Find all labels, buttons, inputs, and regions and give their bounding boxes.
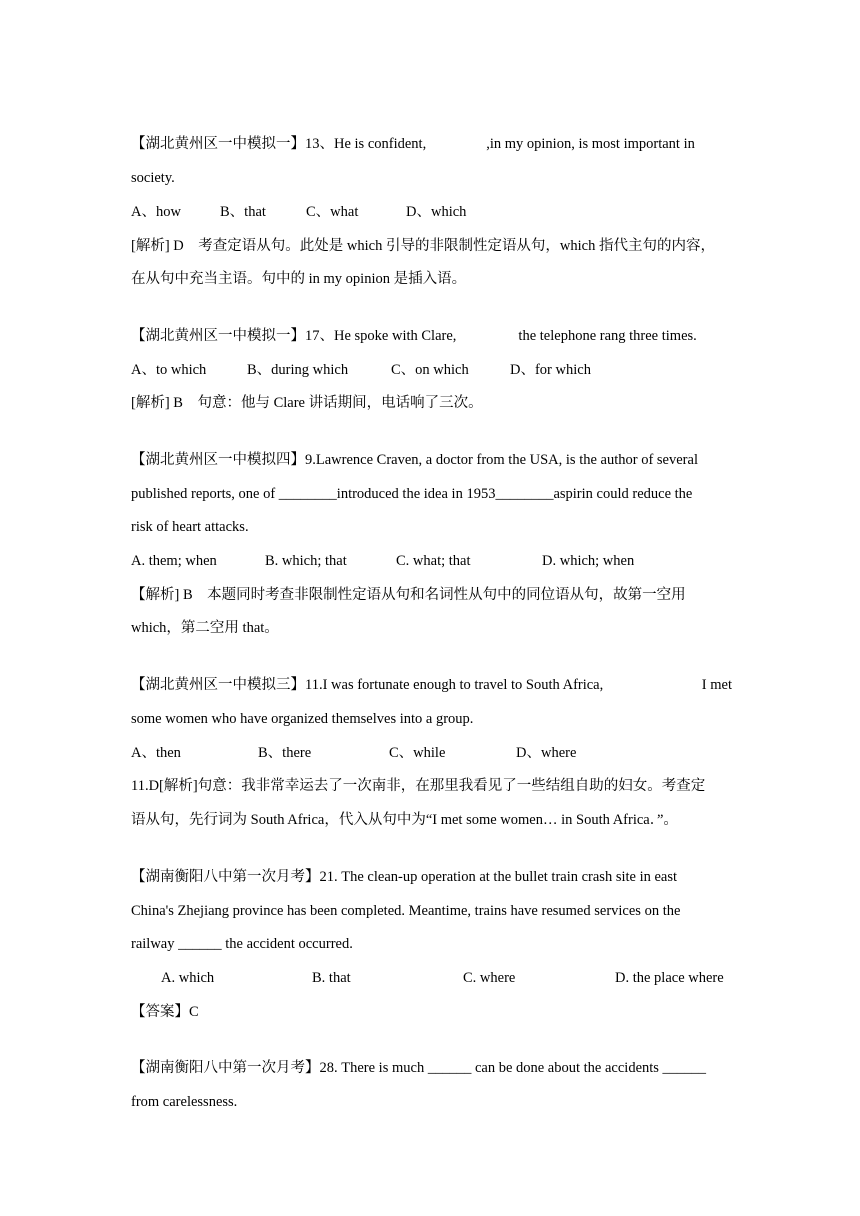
q2-line-1 bbox=[131, 326, 697, 346]
q1-option-a: A、how bbox=[131, 204, 181, 220]
q6-line-1 bbox=[131, 1058, 732, 1078]
q6-line-2: from carelessness. bbox=[131, 1094, 238, 1110]
q3-options bbox=[131, 551, 634, 571]
q3-line-1 bbox=[131, 450, 732, 470]
q1-options bbox=[131, 202, 466, 222]
q5-line-2 bbox=[131, 901, 732, 921]
q1-stem-b: ,in my opinion, is most important in bbox=[486, 136, 695, 152]
q5-answer: 【答案】C bbox=[131, 1004, 199, 1020]
q2-option-d: D、for which bbox=[510, 362, 591, 378]
q2-stem-b: the telephone rang three times. bbox=[518, 328, 697, 344]
q4-analysis-1 bbox=[131, 776, 732, 796]
q3-analysis-1 bbox=[131, 585, 732, 605]
q5-option-a: A. which bbox=[161, 970, 215, 986]
q1-analysis-text-1: [解析] D 考查定语从句。此处是 which 引导的非限制性定语从句，which 指代主句的内容， bbox=[131, 238, 715, 254]
q6-stem-1: 【湖南衡阳八中第一次月考】28. There is much ______ can be done about the accidents ______ bbox=[131, 1060, 707, 1076]
q3-blank-1: ________ bbox=[278, 486, 337, 502]
q2-option-b: B、during which bbox=[247, 362, 349, 378]
q1-stem-a: 【湖北黄州区一中模拟一】13、He is confident, bbox=[131, 136, 427, 152]
q4-option-b: B、there bbox=[258, 745, 312, 761]
q1-option-b: B、that bbox=[220, 204, 266, 220]
q1-analysis-1 bbox=[131, 236, 732, 256]
q4-option-a: A、then bbox=[131, 745, 181, 761]
q3-stem-2c: aspirin could reduce the bbox=[553, 486, 693, 502]
q1-option-c: C、what bbox=[306, 204, 359, 220]
q3-stem-2a: published reports, one of bbox=[131, 486, 276, 502]
q4-analysis-text-1: 11.D[解析]句意：我非常幸运去了一次南非，在那里我看见了一些结组自助的妇女。考查定 bbox=[131, 778, 706, 794]
q5-options bbox=[161, 968, 724, 988]
q3-option-a: A. them; when bbox=[131, 553, 217, 569]
q3-stem-2b: introduced the idea in 1953 bbox=[336, 486, 496, 502]
q4-stem-b: I met bbox=[701, 677, 732, 693]
q4-line-1 bbox=[131, 675, 732, 695]
q4-stem-a: 【湖北黄州区一中模拟三】11.I was fortunate enough to travel to South Africa, bbox=[131, 677, 604, 693]
q3-line-2 bbox=[131, 484, 732, 504]
q5-option-d: D. the place where bbox=[615, 970, 724, 986]
q3-option-d: D. which; when bbox=[542, 553, 635, 569]
q3-analysis-2: which，第二空用 that。 bbox=[131, 620, 279, 636]
q4-option-c: C、while bbox=[389, 745, 446, 761]
q3-stem-1: 【湖北黄州区一中模拟四】9.Lawrence Craven, a doctor from the USA, is the author of several bbox=[131, 452, 698, 468]
q5-option-c: C. where bbox=[463, 970, 516, 986]
q3-blank-2: ________ bbox=[495, 486, 554, 502]
q3-analysis-text-1: 【解析] B 本题同时考查非限制性定语从句和名词性从句中的同位语从句，故第一空用 bbox=[131, 587, 686, 603]
q1-analysis-2: 在从句中充当主语。句中的 in my opinion 是插入语。 bbox=[131, 271, 467, 287]
q5-option-b: B. that bbox=[312, 970, 351, 986]
q5-stem-1: 【湖南衡阳八中第一次月考】21. The clean-up operation at the bullet train crash site in east bbox=[131, 869, 678, 885]
q2-stem-a: 【湖北黄州区一中模拟一】17、He spoke with Clare, bbox=[131, 328, 457, 344]
q2-options bbox=[131, 360, 591, 380]
q1-line-1 bbox=[131, 134, 732, 154]
q4-option-d: D、where bbox=[516, 745, 577, 761]
q4-analysis-2: 语从句，先行词为 South Africa，代入从句中为“I met some women… in South Africa．”。 bbox=[131, 812, 678, 828]
q3-option-c: C. what; that bbox=[396, 553, 471, 569]
q2-option-c: C、on which bbox=[391, 362, 469, 378]
q1-line-2: society. bbox=[131, 170, 175, 186]
q1-option-d: D、which bbox=[406, 204, 467, 220]
q5-stem-2: China's Zhejiang province has been completed. Meantime, trains have resumed services on the bbox=[131, 903, 681, 919]
q4-options bbox=[131, 743, 576, 763]
q3-line-3: risk of heart attacks. bbox=[131, 519, 249, 535]
q3-option-b: B. which; that bbox=[265, 553, 347, 569]
q2-option-a: A、to which bbox=[131, 362, 207, 378]
q5-line-1 bbox=[131, 867, 732, 887]
q2-analysis-1: [解析] B 句意：他与 Clare 讲话期间，电话响了三次。 bbox=[131, 395, 483, 411]
q5-line-3: railway ______ the accident occurred. bbox=[131, 936, 353, 952]
q4-line-2: some women who have organized themselves into a group. bbox=[131, 711, 474, 727]
